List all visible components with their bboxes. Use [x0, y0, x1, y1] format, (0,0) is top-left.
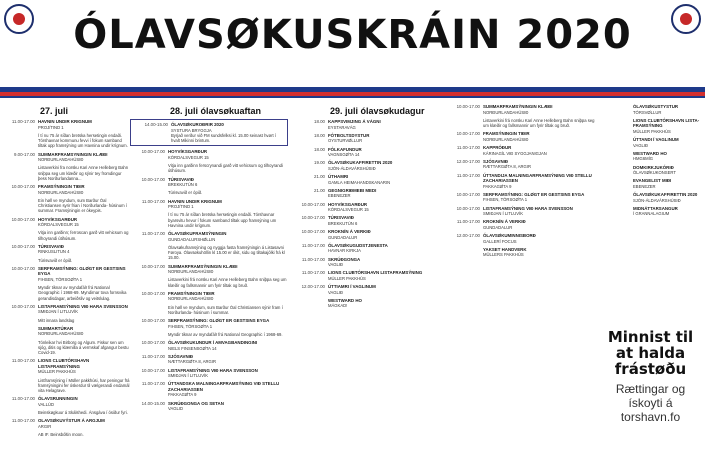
event-name: TÚRISVAVIÐ — [328, 215, 354, 221]
event-detail: Vitja inn garðinn; ferroscan garð vitt vehicsum og tilhoyrandi útihúsum. — [38, 230, 129, 241]
promo-headline: Minnist til at halda frástøðu — [607, 328, 694, 378]
event-time — [0, 410, 38, 415]
event-name: SKRÚÐGONGA — [328, 256, 361, 262]
event-entry — [0, 258, 130, 263]
column-28-juli — [130, 104, 290, 455]
event-detail: PAKKAGØTA 9 — [483, 183, 512, 189]
event-entry — [290, 243, 445, 254]
event-time: 18.00 — [314, 132, 325, 138]
event-name: TÚRISVAVIÐ — [168, 176, 194, 182]
event-name: HOYVÍKSGARÐUR — [328, 201, 368, 207]
event-entry — [130, 163, 290, 174]
event-time: 11.00-17.00 — [141, 231, 165, 236]
event-entry — [130, 381, 290, 397]
event-detail: VAGLIÐ — [633, 142, 649, 148]
event-name: OLAVSØKUVÝSTUR Á ARGJUM — [38, 418, 105, 424]
event-entry — [130, 305, 290, 316]
event-entry — [445, 104, 595, 115]
event-entry — [0, 358, 130, 374]
event-detail: HMG6MÍG — [633, 156, 654, 162]
event-detail: NORÐURLANDAHÚSIÐ — [168, 269, 214, 274]
event-name: WESTWARD HO — [328, 297, 362, 303]
event-entry — [130, 190, 290, 195]
event-detail: EBENEZER — [633, 183, 656, 189]
event-entry — [130, 401, 290, 412]
event-time: 10.00-17.00 — [456, 104, 480, 109]
event-detail: NORÐURLANDAHÚSIÐ — [38, 189, 84, 195]
event-detail: NORÐURLANDAHÚSIÐ — [483, 136, 529, 142]
event-entry — [130, 318, 290, 329]
event-detail: PROJ/TIND 1 — [168, 204, 194, 209]
event-detail: BREKKUTÚN 6 — [168, 182, 198, 187]
event-name: LIONS CLUBTÓRSHAVN LISTA- FRAMSÝNING — [633, 117, 700, 129]
event-entry — [290, 229, 445, 240]
event-time — [0, 318, 38, 323]
event-detail: AB IF. Beinsbóltin moon. — [38, 432, 84, 437]
event-time — [445, 247, 483, 258]
event-entry — [130, 177, 290, 188]
event-time — [130, 212, 168, 228]
event-detail: NIELS FINSENSGØTA 14 — [168, 345, 217, 351]
day-heading: 27. juli — [40, 106, 69, 116]
event-time: 10.00-17.00 — [11, 303, 35, 309]
event-detail: Mitt innara landslag — [38, 317, 75, 323]
event-time — [130, 277, 168, 288]
event-detail: Ein høll ve myndum, sum Barður Óal Christiansen syrir frian í Norðurlanda- húsinum í summar. Framsýningin er ókeypis. — [38, 197, 127, 214]
event-entry — [0, 432, 130, 437]
event-name: HOYVÍKSGARÐUR — [168, 149, 208, 155]
event-detail: KÓRDALSVEGUR 15 — [168, 154, 209, 160]
event-entry — [445, 145, 595, 156]
event-name: KROKNÍN Á VERKIÐ — [328, 229, 371, 234]
event-entry — [0, 244, 130, 255]
event-name: SJÓSAVNIÐ — [483, 158, 509, 164]
event-entry — [0, 304, 130, 315]
event-detail: PROJ/TIND 1 — [38, 124, 64, 130]
event-entry — [0, 378, 130, 394]
event-entry — [595, 118, 705, 134]
event-name: HAVNIN UNDIR KRIGNUM — [38, 119, 92, 124]
event-detail: SMIÐJAN Í LITLUVÍK — [483, 211, 524, 216]
event-detail: Í tí nu 75 ár síðan bretska hersetingin endaði. Tórshavnar kommunu fevvi í fokum samband tiltak upp framsýning um Havnina undir krígnum. — [38, 132, 128, 149]
event-entry — [290, 215, 445, 226]
event-entry — [0, 230, 130, 241]
event-time — [130, 305, 168, 316]
event-name: FRAMSÝNINGIN TIÐIR — [483, 131, 530, 137]
event-name: LISTAFRAMSÝNING VIÐ HARA SVENSSON — [168, 367, 258, 373]
event-entry — [0, 133, 130, 149]
event-time: 11.00-17.00 — [141, 381, 165, 387]
event-name: YAKSET HANDVERK — [483, 246, 527, 252]
event-time: 10.00-17.00 — [301, 201, 325, 207]
event-time — [0, 133, 38, 149]
event-time: 10.00-17.00 — [301, 229, 325, 234]
event-time — [0, 258, 38, 263]
column-continued — [445, 104, 595, 455]
event-name: FÓTBOLTSDYSTUR — [328, 132, 370, 138]
event-entry — [130, 264, 290, 275]
event-name: ÓLAVSØKUKUNDUR Í AMVAGBANDINGINI — [168, 340, 258, 345]
event-detail: VAGLID — [168, 406, 184, 411]
event-detail: VALLÚD — [38, 401, 54, 407]
event-name: SERFRAMSÝNING: GLØGT ER GESTSINS EYGA — [168, 318, 270, 323]
event-time: 10.00-17.00 — [141, 367, 165, 373]
event-time: 14.00-15.00 — [144, 122, 168, 127]
event-entry — [130, 332, 290, 337]
event-time — [130, 332, 168, 337]
event-entry — [445, 192, 595, 203]
event-time: 10.00-17.00 — [141, 290, 165, 296]
event-time: 11.00-17.00 — [456, 172, 480, 178]
event-place: SYSTURA BRYGGJA — [171, 127, 212, 133]
event-detail: GALLERÍ FOCUS — [483, 238, 517, 244]
event-detail: Listaverkini frá norsku Kari Anne Helleberg Bahn sniþpa seg um klæðir og fallsmannir um fyrir tiltak og bruð. — [168, 277, 287, 288]
event-detail: Tónleikar hvi Birborg og Algum. Fiskur sen um sjóg, ditis og klæmilla á vermskaf afgangur bestu Covid-19. — [38, 339, 129, 355]
event-detail: ÓLAVSØKUKONSERT — [633, 170, 676, 175]
event-name: HAVNIN UNDIR KRIGNUM — [168, 198, 222, 204]
event-entry — [0, 418, 130, 429]
event-time: 21.00 — [314, 187, 325, 193]
event-time: 11.00-17.00 — [456, 145, 480, 150]
event-entry — [0, 119, 130, 130]
day-heading: 29. juli ólavsøkudagur — [330, 106, 425, 116]
event-time: 14.00-15.00 — [141, 400, 165, 406]
event-entry — [0, 184, 130, 195]
event-detail: BREKKUTÚN 6 — [328, 220, 358, 226]
event-time: 10.00-17.00 — [141, 263, 165, 269]
event-name: ÚTHAMRI — [328, 174, 349, 179]
event-time — [595, 165, 633, 176]
event-time — [0, 285, 38, 301]
event-name: LISTAFRAMSÝNING VIÐ HARA SVENSSON — [483, 205, 573, 211]
event-entry — [445, 159, 595, 170]
event-entry — [0, 266, 130, 282]
event-time: 10.00-17.00 — [11, 243, 35, 249]
event-name: ÓLAVSØKUKAFFIRETTIN 2020 — [633, 192, 698, 197]
event-time: 10.00-17.00 — [11, 216, 35, 222]
event-entry — [290, 133, 445, 144]
event-entry — [595, 192, 705, 203]
event-entry — [0, 217, 130, 228]
event-entry — [130, 212, 290, 228]
event-time: 10.00-17.00 — [141, 340, 165, 345]
event-detail: PAKKAGØTA 9 — [168, 392, 197, 398]
event-entry — [290, 147, 445, 158]
event-entry — [290, 257, 445, 268]
event-entry — [0, 396, 130, 407]
event-name: KAPPRÓÐUR — [483, 145, 512, 150]
event-name: ÚTTANDSKA MALNINGARFRAMSÝNING VIÐ STELLU ZACHARIASSEN — [168, 381, 280, 392]
event-entry — [290, 202, 445, 213]
event-detail: SJÓN-ÁLDAVÁRSHÚSIÐ — [328, 165, 376, 171]
column-29-juli — [290, 104, 445, 455]
event-time — [0, 165, 38, 181]
event-detail: Ein høll ve myndum, sum Barður Óal Christiansen sýnir fram í Norðurlanda- húsinum í summar. — [168, 304, 283, 315]
event-entry — [0, 285, 130, 301]
event-name: EVANGELIST MIÐI — [633, 178, 672, 184]
event-entry — [290, 298, 445, 309]
event-entry — [445, 131, 595, 142]
event-time — [595, 178, 633, 189]
event-entry — [290, 174, 445, 185]
event-time: 10.00-17.00 — [456, 205, 480, 211]
event-detail: GUNDADALUR — [328, 234, 358, 240]
event-name: MIDNÁTTARSANGUR — [633, 205, 678, 211]
event-time: 11.00-17.00 — [11, 418, 35, 424]
event-time: 9.00-17.00 — [14, 151, 35, 157]
event-time: 18.00 — [314, 146, 325, 152]
event-detail: EYSTARAVÁG — [328, 124, 356, 130]
day-heading: 28. juli ólavsøkuaftan — [170, 106, 262, 116]
event-time: 11.00-17.00 — [11, 358, 35, 364]
event-entry — [130, 368, 290, 379]
event-name: ÓLAVSØKUFRAMSÝNINGIN — [168, 231, 227, 236]
event-time: 11.00-17.00 — [456, 219, 480, 225]
event-time: 10.00-17.00 — [11, 184, 35, 189]
event-desc: Byrjað verður við FM sundsfelksi kl. 15.00 seinast hvørt í hvalt Mikinni brintum. — [171, 132, 276, 143]
column-27-juli — [0, 104, 130, 455]
event-entry — [445, 247, 595, 258]
event-detail: SMIÐJAN Í LITLUVÍK — [168, 373, 209, 378]
event-entry — [290, 119, 445, 130]
event-time: 11.00-17.00 — [301, 242, 325, 248]
event-time: 10.00-17.00 — [301, 215, 325, 221]
event-entry — [290, 270, 445, 281]
event-entry — [445, 118, 595, 129]
event-time: 11.00-17.00 — [11, 396, 35, 402]
event-time — [595, 104, 633, 115]
event-detail: FIHSEN, TÓRSGØTA 1 — [483, 197, 528, 203]
event-entry — [0, 152, 130, 163]
event-time: 11.00-17.00 — [141, 198, 165, 204]
event-time — [445, 118, 483, 129]
event-time: 11.00-17.00 — [301, 270, 325, 276]
event-time — [595, 206, 633, 217]
event-detail: NÆTTARGØTA 8, ARGIR — [168, 359, 217, 365]
event-detail: Vitja inn garðinn ferscrynandi garð vitt vehicsum og tilhoyrandi útihúsum. — [168, 163, 283, 174]
event-entry — [0, 198, 130, 214]
event-detail: MÚLLER PAKKHÚS — [38, 369, 76, 375]
event-name: DOMKIRKJUKÓRIÐ — [633, 164, 674, 170]
event-name: LIONS CLUBTÓRSHAVN LISTAFRAMSÝNING — [328, 270, 423, 276]
event-time: 10.00-17.00 — [456, 131, 480, 137]
event-detail: HAVNAR KIRKJA — [328, 248, 361, 254]
event-detail: Túrisvavið er ópið. — [168, 190, 203, 196]
event-detail: VAGNSGØTA 14 — [328, 152, 360, 157]
flag-stripe-blue — [0, 96, 705, 98]
event-entry — [130, 245, 290, 261]
promo-box — [598, 330, 703, 425]
event-detail: GUNDADALURSHØLLIN — [168, 236, 216, 242]
event-entry — [445, 173, 595, 189]
event-detail: KÓRDALSVEGUR 15 — [328, 207, 369, 212]
event-detail: GAMLA HEIMAHANDSKANARIN — [328, 179, 391, 185]
event-name: HOYVÍKSGARÐUR — [38, 216, 78, 222]
event-name: FRAMSÝNINGIN TIÐIR — [38, 184, 85, 189]
event-entry — [130, 291, 290, 302]
column-evening — [595, 104, 705, 328]
event-entry — [0, 410, 130, 415]
event-entry — [0, 318, 130, 323]
event-detail: GUNDADALUR — [483, 224, 513, 230]
event-name: KAPPSVIMJING Á VÁGNI — [328, 119, 381, 124]
event-detail: SJÓN-ÁLDAVÁRSHÚSIÐ — [633, 197, 681, 203]
event-detail: Ólavsøkuframsýning og nyggja fasta framsýningin á Listasavni Føroya. Ólavsøkuhöllin kl 15.00 er ókit, sidu og tiltakajólki frá kl 15.00. — [168, 244, 285, 261]
event-entry — [130, 354, 290, 365]
event-time — [595, 192, 633, 203]
event-name: SUMMARFRAMSÝNINGIN KLÆÐI — [168, 263, 238, 269]
event-time: 12.00-17.00 — [301, 284, 325, 289]
event-name: FÓLKAFUNDUR — [328, 146, 362, 152]
event-detail: NORÐURLANDAHÚSIÐ — [38, 331, 84, 337]
event-time — [595, 137, 633, 148]
event-name: ÓLAVSØKUMINNISBORÐ — [483, 233, 536, 238]
event-detail: MÚLLER PAKKHÚS — [633, 128, 671, 134]
event-name: ÚTTIAMRI Í VAGLINUM — [328, 284, 376, 289]
event-detail: TÓRSVØLLUR — [633, 109, 662, 115]
event-time: 10.00-17.00 — [141, 149, 165, 155]
event-name: LISTAFRAMSÝNING VIÐ HARA SVENSSON — [38, 303, 128, 309]
event-detail: OYSTURVØLLUR — [328, 138, 363, 144]
event-detail: MÜLLERS PAKKHÚS — [483, 252, 524, 258]
event-entry — [130, 231, 290, 242]
event-entry — [595, 137, 705, 148]
event-name: ÚTTANDIJA MALNINGARFRAMSÝNING VIÐ STELLU ZACHARIASSEN — [483, 172, 592, 183]
event-time: 11.00-17.00 — [141, 353, 165, 359]
event-entry — [290, 160, 445, 171]
event-detail: NORÐURLANDAHÚSIÐ — [168, 296, 214, 302]
event-time — [0, 198, 38, 214]
event-detail: RINKUSLITUN 4 — [38, 249, 70, 255]
event-time: 10.00-17.00 — [456, 191, 480, 197]
promo-sub: Rættingar og ískoyti á torshavn.fo — [615, 382, 686, 424]
event-entry — [595, 165, 705, 176]
event-time — [130, 163, 168, 174]
event-entry — [595, 178, 705, 189]
event-name: SJÓSAVNIÐ — [168, 353, 194, 359]
event-time: 11.00-17.00 — [11, 119, 35, 124]
event-entry — [130, 199, 290, 210]
event-detail: VAGLIÐ — [328, 262, 344, 267]
event-name: ÓLAVSØKUROÐRIR 2020 — [171, 122, 224, 127]
event-detail: Í tí nu 75 ár síðan bretska hersetingin endaði. Tórshavnar byarsvitu hevur í fokum samband tiltak upp framsýning um Havnina undir krígnum. — [168, 212, 277, 228]
event-entry — [595, 104, 705, 115]
event-time: 12.00-17.00 — [456, 233, 480, 238]
event-name: ÓLAVSØKUGUDSTJENESTA — [328, 242, 388, 248]
event-entry — [130, 277, 290, 288]
event-time: 18.00 — [314, 119, 325, 124]
event-entry — [445, 219, 595, 230]
event-detail: Listaverkini frá norsku Kari Anne Helleberg Bahn sniþpa seg um klæðir og fallsmannir um fyrir tiltak og bruð. — [483, 117, 595, 128]
event-entry — [595, 151, 705, 162]
event-time: 11.00-17.00 — [301, 256, 325, 262]
event-entry — [445, 206, 595, 217]
event-time — [130, 190, 168, 195]
event-entry — [130, 149, 290, 160]
event-detail: Beinskøgkuur á Skálshedi. Ánsgáva í ósiður fyri. — [38, 410, 128, 415]
event-time — [595, 118, 633, 134]
event-entry — [290, 284, 445, 295]
event-detail: MÚLLER PAKKHÚS — [328, 275, 366, 281]
event-entry — [445, 233, 595, 244]
event-time — [0, 230, 38, 241]
event-name: SKRÚÐGONGA OG SETAN — [168, 400, 224, 406]
event-detail: MÁGKAD! — [328, 303, 348, 309]
event-detail: SMIÐJAN Í LITLUVÍK — [38, 309, 79, 315]
event-name: SERFRAMSÝNING: GLØGT ER GESTSINS EYGA — [38, 265, 126, 277]
event-detail: Myndir tiknar av myndafálr frá National Geographic í 1968-69. Myndirnar tova fornsvika gerandisdagar, arbeiðsliv og veitslulag. — [38, 285, 127, 301]
event-time: 12.00-17.00 — [456, 158, 480, 164]
event-time: 10.00-17.00 — [141, 318, 165, 323]
event-time — [0, 432, 38, 437]
event-name: LIONS CLUBTÓRSHAVN LISTAFRAMSÝNING — [38, 358, 90, 369]
event-time — [290, 298, 328, 309]
event-entry — [290, 188, 445, 199]
event-name: SUMMARFRAMSÝNINGIN KLÆÐI — [483, 104, 553, 109]
event-name: ÚTTANDI Í VAGLINUM — [633, 137, 679, 142]
event-name: ÓLAVSØKUKAFFIRETTIN 2020 — [328, 160, 393, 166]
event-name: KROKNÍN Á VERKIÐ — [483, 219, 526, 225]
event-time — [0, 326, 38, 337]
event-entry — [0, 326, 130, 337]
event-detail: NORÐURLANDAHÚSIÐ — [38, 157, 84, 162]
event-time: 21.00 — [314, 174, 325, 179]
event-detail: KÓRDALSVEGUR 15 — [38, 222, 79, 227]
event-name: SUMMARFRAMSYNINGIN KLÆÐI — [38, 151, 108, 157]
event-detail: Listaverkini fra norsku Kari Anne Helleberg Bahn sniþpa seg um klæðir og sýnir tey fromdingur þess Norðurlandanna... — [38, 165, 129, 181]
event-entry — [595, 206, 705, 217]
event-name: TÚRISVAVIÐ — [38, 243, 64, 249]
event-entry — [130, 340, 290, 351]
event-name: GEGNIGRIÐMEBI MEDI — [328, 187, 377, 193]
event-time: 19.00 — [314, 160, 325, 166]
event-detail: Túrisvavið er ópið. — [38, 257, 73, 263]
event-detail: VAGLIÐ — [328, 289, 344, 295]
event-name: SUMMARTÚRAR — [38, 325, 74, 331]
event-detail: FIHSEN, TÓRSGØTA 1 — [38, 276, 83, 282]
event-detail: RÆTTARGØTA 8, ARGIR — [483, 164, 532, 170]
event-time — [130, 245, 168, 261]
event-detail: NORÐURLANDAHÚSIÐ — [483, 109, 529, 115]
event-detail: FIHSEN, TÓRSGØTA 1 — [168, 323, 213, 329]
highlight-event — [130, 119, 288, 146]
event-entry — [0, 165, 130, 181]
event-time: 10.00-17.00 — [141, 176, 165, 182]
event-name: ÓLAVSØKUSTYSTUR — [633, 104, 679, 109]
event-detail: Myndir tiknar av myndafálr frá National Geographic í 1968-69. — [168, 331, 283, 337]
event-time: 10.00-17.00 — [11, 265, 35, 271]
event-detail: KÁRINAGÍL VIÐ SYGGJANIGJAN — [483, 150, 547, 156]
event-name: ÓLAVSRUNNINGIN — [38, 396, 78, 402]
event-time — [0, 378, 38, 394]
event-detail: Listframsýning í Müller pakkhúsi, har peningur frá framsýningini fer óskerdur til vælgerandi endamál vita Helagrave. — [38, 377, 130, 393]
event-time — [595, 151, 633, 162]
event-entry — [0, 340, 130, 356]
event-detail: EBENEZER — [328, 193, 351, 199]
event-detail: ARGIR — [38, 423, 52, 429]
event-name: FRAMSÝNINGIN TIÐIR — [168, 290, 215, 296]
page-title: ÓLAVSØKUSKRÁIN 2020 — [73, 12, 632, 58]
event-name: SERFRAMSÝNING: GLØGT ER GESTSINS EYGA — [483, 191, 585, 197]
event-name: WESTWARD HO — [633, 150, 667, 156]
event-detail: Í GRANNALAGIUM — [633, 211, 670, 217]
event-time — [0, 340, 38, 356]
